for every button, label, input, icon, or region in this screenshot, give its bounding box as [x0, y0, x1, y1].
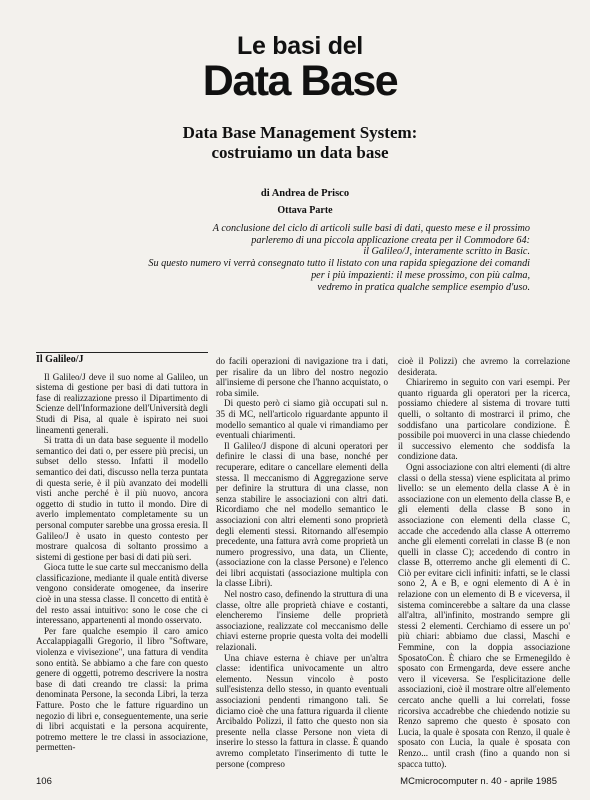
author-byline: di Andrea de Prisco: [260, 188, 350, 199]
body-paragraph: Gioca tutte le sue carte sul meccanismo della classificazione, mediante il quale entità diverse vengono considerate omogenee, da inserire cioè in una stessa classe. Il concetto di entità è del resto assai intuitivo: sono le cose che ci interessano, appartenenti al mondo osservato.: [36, 562, 208, 626]
issue-info: MCmicrocomputer n. 40 - aprile 1985: [400, 776, 557, 787]
article-headline: Data Base: [202, 57, 398, 105]
subtitle-line-1: Data Base Management System:: [182, 123, 418, 142]
series-part: Ottava Parte: [277, 205, 333, 216]
article-subtitle: [60, 123, 540, 163]
body-paragraph: Per fare qualche esempio il caro amico Accalappiagalli Gregorio, il libro "Software, violenza e vivisezione", una fattura di vendita sono entità. Se abbiamo a che fare con questo genere di oggetti, potremo descrivere la nostra base di dati creando tre classi: la prima denominata Persone, la seconda Libri, la terza Fatture. Posto che le fatture riguardino un negozio di libri e, conseguentemente, una serie di libri acquistati e la persona acquirente, potremo mettere le tre classi in associazione, permetten-: [36, 625, 208, 753]
body-paragraph: Nel nostro caso, definendo la struttura di una classe, oltre alle proprietà chiave e costanti, elencheremo l'insieme delle proprietà associazione, realizzate col meccanismo delle chiavi esterne proprie questa volta dei modelli relazionali.: [216, 589, 388, 653]
intro-line: parleremo di una piccola applicazione creata per il Commodore 64:: [251, 234, 530, 246]
body-paragraph: Ogni associazione con altri elementi (di altre classi o della stessa) viene esplicitata al primo livello: se un elemento della classe A è in associazione con un elemento della classe B, e gli elementi della classe B sono in associazione con elementi della classe C, accade che accedendo alla classe A otterremo anche gli elementi correlati in classe B (e non quelli in classe C); accedendo di contro in classe B, otterremo anche gli elementi di C. Ciò per evitare cicli infiniti: infatti, se le classi sono 2, A e B, e ogni elemento di A è in relazione con un elemento di B e viceversa, il sistema comincerebbe a saltare da una classe all'altra, all'infinito, mostrando sempre gli stessi 2 elementi. Cerchiamo di essere un po' più chiari: abbiamo due classi, Maschi e Femmine, con la doppia associazione SposatoCon. È chiaro che se Ermenegildo è sposato con Ermengarda, deve essere anche vero il viceversa. Se l'esplicitazione delle associazioni, cioè il mostrare oltre all'elemento cercato anche quelli a lui correlati, fosse ricorsiva accadrebbe che chiedendo notizie su Renzo sapremo che questo è sposato con Lucia, la quale è sposata con Renzo, il quale è sposato con Lucia, la quale è sposata con Renzo... until crash (fino a quando non si spacca tutto).: [398, 461, 570, 769]
intro-line: A conclusione del ciclo di articoli sulle basi di dati, questo mese e il prossimo: [212, 223, 530, 234]
intro-paragraph: [100, 223, 530, 293]
intro-line: vedremo in pratica qualche semplice esempio d'uso.: [317, 281, 530, 293]
page-number: 106: [36, 776, 52, 787]
body-paragraph: Una chiave esterna è chiave per un'altra classe: identifica univocamente un altro elemento. Nessun vincolo è posto sull'esistenza dello stesso, in quanto eventuali associazioni pendenti rimangono tali. Se diciamo cioè che una fattura riguarda il cliente Arcibaldo Polizzi, il fatto che questo non sia presente nella classe Persone non vieta di inserire lo stesso la fattura in classe. È quando avremo completato l'inserimento di tutte le persone (compreso: [216, 652, 388, 769]
body-paragraph: Di questo però ci siamo già occupati sul n. 35 di MC, nell'articolo riguardante appunto il modello semantico al quale vi rimandiamo per eventuali chiarimenti.: [216, 398, 388, 441]
body-paragraph: Chiariremo in seguito con vari esempi. Per quanto riguarda gli operatori per la ricerca, possiamo chiedere al sistema di trovare tutti quelli, o soltanto di mostrarci il primo, che soddisfano una particolare condizione. È possibile poi muoverci in una classe chiedendo il successivo elemento che soddisfa la condizione data.: [398, 377, 570, 462]
section-heading: Il Galileo/J: [36, 354, 84, 365]
article-kicker: Le basi del: [237, 32, 363, 60]
text-column-3: [398, 356, 570, 769]
text-column-1: [36, 352, 208, 753]
body-paragraph: Il Galileo/J deve il suo nome al Galileo, un sistema di gestione per basi di dati tuttora in fase di realizzazione presso il Dipartimento di Scienze dell'Informazione dell'Università degli Studi di Pisa, al quale è ispirato nei suoi lineamenti generali.: [36, 371, 208, 435]
body-paragraph: Si tratta di un data base seguente il modello semantico dei dati o, per essere più precisi, un subset dello stesso. Infatti il modello semantico dei dati, discusso nella terza puntata di questa serie, è il più avanzato dei modelli visti anche perché è il più nuovo, ancora oggetto di studio in tutto il mondo. Dire di averlo implementato completamente su un personal computer sarebbe una grossa eresia. Il Galileo/J è usato in questo contesto per mostrare qualcosa di soltanto prossimo a sistemi di gestione per basi di dati più seri.: [36, 435, 208, 562]
intro-line: Su questo numero vi verrà consegnato tutto il listato con una rapida spiegazione dei comandi: [148, 258, 530, 270]
intro-line: per i più impazienti: il mese prossimo, con più calma,: [311, 269, 530, 281]
intro-line: il Galileo/J, interamente scritto in Basic.: [363, 246, 530, 258]
subtitle-line-2: costruiamo un data base: [211, 143, 389, 162]
text-column-2: [216, 356, 388, 769]
body-paragraph: cioè il Polizzi) che avremo la correlazione desiderata.: [398, 356, 570, 377]
body-paragraph: Il Galileo/J dispone di alcuni operatori per definire le classi di una base, nonché per recuperare, editare o cancellare elementi della stessa. Il meccanismo di Aggregazione serve per definire la struttura di una classe, non senza stabilire le associazioni con altri dati. Ricordiamo che nel modello semantico le associazioni con altri elementi sono proprietà degli elementi stessi. Ritornando all'esempio precedente, una fattura avrà come proprietà un numero progressivo, una data, un Cliente, (associazione con la classe Persone) e l'elenco dei libri acquistati (associazione multipla con la classe Libri).: [216, 440, 388, 589]
body-paragraph: do facili operazioni di navigazione tra i dati, per risalire da un libro del nostro negozio all'insieme di persone che l'hanno acquistato, o roba simile.: [216, 356, 388, 398]
